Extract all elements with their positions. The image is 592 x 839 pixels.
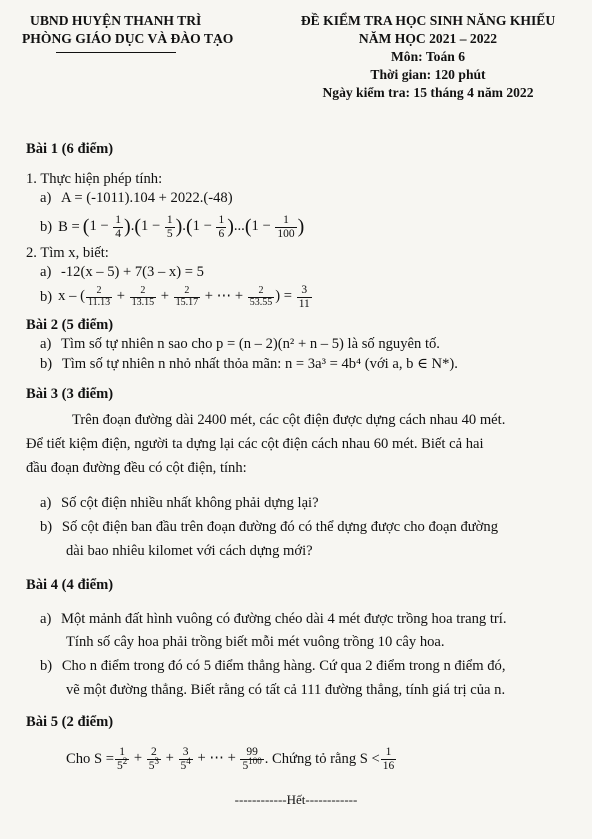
x-rhs-frac-den: 11 — [298, 297, 310, 310]
b-rparen: ) — [175, 216, 183, 238]
s-frac-den: $5^2$ — [116, 755, 128, 772]
b-dot: . — [182, 218, 186, 235]
label-b: b) — [40, 218, 53, 235]
text-2-a: Tìm số tự nhiên n sao cho p = (n – 2)(n² + n – 5) là số nguyên tố. — [61, 336, 440, 352]
text-2-b: Tìm số tự nhiên n nhỏ nhất thỏa mãn: n = 3a³ = 4b⁴ (với a, b ∈ N*). — [61, 356, 458, 372]
b-rparen: ) — [124, 216, 131, 238]
bai5-middle: . Chứng tỏ rằng S < — [264, 750, 380, 767]
exam-title: ĐỀ KIỂM TRA HỌC SINH NĂNG KHIẾU — [300, 13, 556, 28]
bai4-b2: vẽ một đường thẳng. Biết rằng có tất cả 111 đường thẳng, tính giá trị của n. — [66, 682, 506, 698]
x-plus: + — [113, 288, 129, 305]
bai1-q2b — [40, 283, 313, 311]
x-plus-dots: + ⋯ + — [201, 288, 247, 305]
s-bound-den: 16 — [382, 759, 395, 772]
x-frac — [248, 286, 275, 308]
b-frac-den: 4 — [115, 227, 122, 240]
text-4-b1: Cho n điểm trong đó có 5 điểm thẳng hàng. Cứ qua 2 điểm trong n điểm đó, — [61, 658, 506, 674]
bai5-title: Bài 5 (2 điểm) — [26, 714, 114, 730]
label-a: a) — [40, 190, 52, 206]
b-frac-num: 1 — [166, 214, 173, 227]
s-frac — [147, 746, 161, 771]
b-one: 1 — [251, 218, 259, 235]
subject: Môn: Toán 6 — [390, 49, 466, 64]
s-plus: + — [130, 750, 146, 767]
b-frac-den: 6 — [218, 227, 225, 240]
s-frac — [179, 746, 193, 771]
label-2a: a) — [40, 264, 52, 280]
bai4-title: Bài 4 (4 điểm) — [26, 577, 114, 593]
s-frac-exp: 3 — [154, 755, 160, 766]
s-frac-den: $5^4$ — [180, 755, 191, 772]
b-frac — [216, 214, 226, 239]
end-marker: ------------Hết------------ — [234, 792, 358, 807]
b-dot: . — [130, 218, 135, 235]
x-frac-num: 2 — [140, 285, 146, 296]
b-minus: − — [258, 218, 275, 235]
x-plus: + — [157, 288, 173, 305]
x-frac — [174, 286, 201, 308]
school-year: NĂM HỌC 2021 – 2022 — [358, 31, 498, 46]
s-frac-exp: 100 — [248, 755, 262, 766]
label-4-b: b) — [40, 658, 53, 674]
label-3-b: b) — [40, 519, 53, 535]
s-bound-num: 1 — [385, 746, 392, 759]
text-3-a: Số cột điện nhiều nhất không phải dựng lại? — [61, 495, 319, 511]
bai3-title: Bài 3 (3 điểm) — [26, 386, 114, 402]
b-one: 1 — [89, 218, 97, 235]
s-frac-den: $5^{100}$ — [242, 755, 262, 772]
b-minus: − — [199, 218, 216, 235]
bai1-q2a — [40, 263, 204, 281]
b-frac-num: 1 — [115, 214, 122, 227]
s-frac-num: 3 — [182, 746, 189, 759]
expr-a: A = (-1011).104 + 2022.(-48) — [61, 190, 233, 206]
b-frac — [113, 214, 123, 239]
expr-2a: -12(x – 5) + 7(3 – x) = 5 — [61, 264, 204, 280]
expr-b-prefix: B = — [58, 218, 80, 235]
s-plus-dots: + ⋯ + — [193, 750, 240, 767]
bai1-q2: 2. Tìm x, biết: — [26, 245, 109, 261]
bai2-title: Bài 2 (5 điểm) — [26, 317, 114, 333]
bai3-b2: dài bao nhiêu kilomet với cách dựng mới? — [66, 543, 313, 559]
b-frac-den: 100 — [277, 227, 295, 240]
b-rparen: ) — [227, 216, 234, 238]
s-frac-exp: 2 — [122, 755, 128, 766]
b-lparen: ( — [185, 216, 193, 238]
x-close: ) = — [275, 288, 296, 305]
header-underline-left — [56, 52, 176, 53]
x-frac-num: 2 — [96, 285, 102, 296]
label-2b: b) — [40, 288, 53, 305]
b-frac-den: 5 — [166, 227, 173, 240]
s-frac — [115, 746, 129, 771]
b-one: 1 — [141, 218, 149, 235]
s-frac — [240, 746, 263, 771]
x-frac-num: 2 — [258, 285, 264, 296]
bai2-b — [40, 355, 458, 373]
s-bound — [381, 746, 397, 771]
bai5-prefix: Cho S = — [66, 750, 114, 767]
x-frac-den: 53.55 — [249, 296, 273, 308]
bai3-b1 — [40, 518, 498, 536]
x-rhs-frac — [297, 284, 312, 309]
bai4-b1 — [40, 657, 505, 675]
b-lparen: ( — [244, 216, 252, 238]
x-frac — [130, 286, 157, 308]
s-frac-num: 2 — [151, 746, 157, 759]
exam-date: Ngày kiểm tra: 15 tháng 4 năm 2022 — [322, 85, 534, 100]
label-4-a: a) — [40, 611, 52, 627]
b-frac — [165, 214, 175, 239]
s-frac-num: 99 — [246, 746, 258, 759]
b-frac-num: 1 — [218, 214, 225, 227]
duration: Thời gian: 120 phút — [370, 67, 486, 82]
x-rhs-frac-num: 3 — [301, 284, 308, 297]
bai1-title: Bài 1 (6 điểm) — [26, 141, 114, 157]
label-2-b: b) — [40, 356, 53, 372]
b-minus: − — [96, 218, 113, 235]
b-ellipsis: ... — [233, 218, 245, 235]
bai2-a — [40, 335, 440, 353]
b-frac-num: 1 — [283, 214, 289, 227]
b-one: 1 — [192, 218, 200, 235]
bai1-q1: 1. Thực hiện phép tính: — [26, 171, 163, 187]
b-rparen: ) — [297, 216, 305, 238]
x-open: x – ( — [58, 288, 85, 305]
s-plus: + — [162, 750, 178, 767]
bai4-a2: Tính số cây hoa phải trồng biết mỗi mét vuông trồng 10 cây hoa. — [66, 634, 445, 650]
school-district: UBND HUYỆN THANH TRÌ — [30, 13, 202, 28]
department-name: PHÒNG GIÁO DỤC VÀ ĐÀO TẠO — [22, 31, 234, 46]
x-frac-den: 13.15 — [131, 296, 155, 308]
s-bound-frac — [380, 746, 398, 771]
bai5-statement — [66, 743, 397, 775]
text-3-b1: Số cột điện ban đầu trên đoạn đường đó có thể dựng được cho đoạn đường — [61, 519, 498, 535]
expr-b-product — [83, 214, 304, 239]
bai3-p2: Để tiết kiệm điện, người ta dựng lại các cột điện cách nhau 60 mét. Biết cả hai — [26, 436, 484, 452]
x-frac-num: 2 — [184, 285, 190, 296]
text-4-a1: Một mảnh đất hình vuông có đường chéo dài 4 mét được trồng hoa trang trí. — [61, 611, 507, 627]
bai1-q1b — [40, 212, 304, 242]
s-frac-den: $5^3$ — [148, 755, 160, 772]
b-minus: − — [148, 218, 164, 235]
s-frac-exp: 4 — [186, 755, 191, 766]
s-frac-num: 1 — [119, 746, 125, 759]
bai3-p1: Trên đoạn đường dài 2400 mét, các cột điện được dựng cách nhau 40 mét. — [72, 412, 506, 428]
bai1-q1a — [40, 189, 233, 207]
bai3-p3: đầu đoạn đường đều có cột điện, tính: — [26, 460, 247, 476]
x-frac-den: 15.17 — [175, 296, 199, 308]
b-frac — [275, 214, 296, 239]
expr-2b — [58, 284, 313, 309]
label-2-a: a) — [40, 336, 52, 352]
b-lparen: ( — [82, 216, 90, 238]
label-3-a: a) — [40, 495, 52, 511]
s-sum-expr — [114, 746, 265, 771]
bai4-a1 — [40, 610, 506, 628]
x-frac-den: 11.13 — [87, 296, 111, 308]
bai3-a — [40, 494, 319, 512]
x-frac — [86, 286, 112, 308]
b-lparen: ( — [134, 216, 142, 238]
